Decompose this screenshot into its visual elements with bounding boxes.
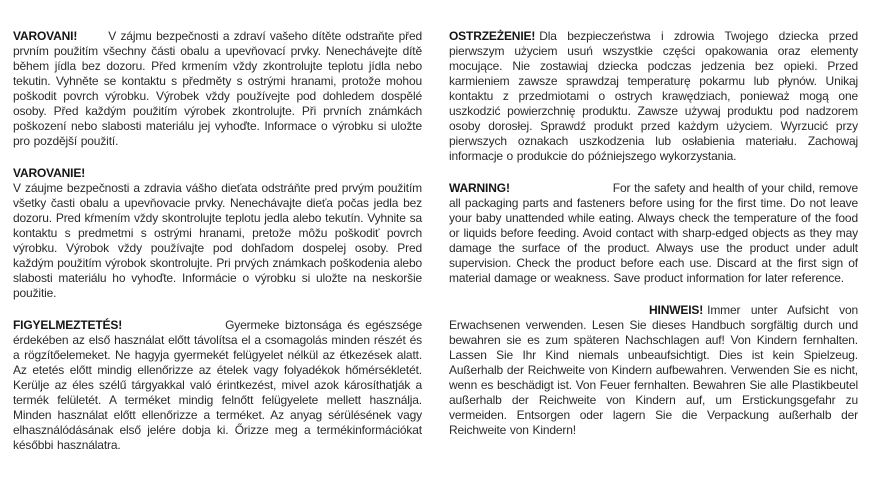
warning-paragraph-german [449, 303, 858, 438]
warning-paragraph-czech [13, 29, 422, 149]
warning-paragraph-hungarian [13, 318, 422, 453]
warning-heading-hungarian: FIGYELMEZTETÉS! [13, 318, 123, 332]
warning-body-polish: Dla bezpieczeństwa i zdrowia Twojego dziecka przed pierwszym użyciem usuń wszystkie części opakowania oraz elementy mocujące. Nie zostawiaj dziecka podczas jedzenia bez opieki. Przed karmieniem zawsze sprawdzaj temperaturę pokarmu lub płynów. Unikaj kontaktu z przedmiotami o ostrych krawędziach, ponieważ mogą one uszkodzić powierzchnię produktu. Zawsze używaj produktu pod nadzorem osoby dorosłej. Sprawdź produkt przed każdym użyciem. Wyrzucić przy pierwszych oznakach uszkodzenia lub osłabienia materiału. Zachowaj informacje o produkcie do późniejszego wykorzystania. [449, 29, 858, 163]
warning-body-german: Immer unter Aufsicht von Erwachsenen verwenden. Lesen Sie dieses Handbuch sorgfältig durch und bewahren sie es zum späteren Nachschlagen auf! Von Kindern fernhalten. Lassen Sie Ihr Kind niemals unbeaufsichtigt. Dies ist kein Spielzeug. Außerhalb der Reichweite von Kindern aufbewahren. Verwenden Sie es nicht, wenn es beschädigt ist. Von Feuer fernhalten. Bewahren Sie alle Plastikbeutel außerhalb der Reichweite von Kindern auf, um Erstickungsgefahr zu vermeiden. Entsorgen oder lagern Sie die Verpackung außerhalb der Reichweite von Kindern! [449, 303, 858, 437]
warning-heading-english: WARNING! [449, 181, 510, 195]
warning-body-czech: V zájmu bezpečnosti a zdraví vašeho dítěte odstraňte před prvním použitím všechny části obalu a upevňovací prvky. Nenechávejte dítě během jídla bez dozoru. Před krmením vždy zkontrolujte teplotu jídla nebo tekutin. Vyhněte se kontaktu s předměty s ostrými hranami, protože mohou poškodit povrch výrobku. Výrobek vždy používejte pod dohledem dospělé osoby. Před každým použitím výrobek zkontrolujte. Při prvních známkách poškození nebo slabosti materiálu jej vyhoďte. Informace o výrobku si uložte pro pozdější použití. [13, 29, 422, 148]
warning-paragraph-slovak [13, 166, 422, 301]
heading-gap [122, 328, 225, 329]
heading-gap [77, 39, 108, 40]
warning-heading-czech: VAROVANI! [13, 29, 78, 43]
warning-body-slovak: V záujme bezpečnosti a zdravia vášho dieťata odstráňte pred prvým použitím všetky časti obalu a upevňovacie prvky. Nenechávajte dieťa počas jedla bez dozoru. Pred kŕmením vždy skontrolujte teplotu jedla alebo tekutín. Vyhnite sa kontaktu s predmetmi s ostrými hranami, pretože môžu poškodiť povrch výrobku. Výrobok vždy používajte pod dohľadom dospelej osoby. Pred každým použitím výrobok skontrolujte. Pri prvých známkach poškodenia alebo slabosti materiálu ho vyhoďte. Informácie o výrobku si uložte na neskoršie použitie. [13, 181, 422, 300]
warning-paragraph-english [449, 181, 858, 286]
warning-heading-polish: OSTRZEŻENIE! [449, 29, 536, 43]
warning-body-english: For the safety and health of your child, remove all packaging parts and fasteners before using for the first time. Do not leave your baby unattended while eating. Always check the temperature of the food or liquids before feeding. Avoid contact with sharp-edged objects as they may damage the surface of the product. Always use the product under adult supervision. Check the product before each use. Discard at the first sign of material damage or weakness. Save product information for later reference. [449, 181, 858, 285]
warning-paragraph-polish [449, 29, 858, 164]
column-right [449, 29, 858, 494]
warning-heading-slovak: VAROVANIE! [13, 166, 86, 180]
heading-gap [510, 191, 613, 192]
warning-heading-german: HINWEIS! [649, 303, 704, 317]
warning-body-hungarian: Gyermeke biztonsága és egészsége érdekében az első használat előtt távolítsa el a csomagolás minden részét és a rögzítőelemeket. Ne hagyja gyermekét felügyelet nélkül az étkezések alatt. Az etetés előtt mindig ellenőrizze az ételek vagy folyadékok hőmérsékletét. Kerülje az éles szélű tárgyakkal való érintkezést, mivel azok károsíthatják a termék felületét. A terméket mindig felnőtt felügyelete mellett használja. Minden használat előtt ellenőrizze a terméket. Az anyag sérülésének vagy elhasználódásának első jelére dobja ki. Őrizze meg a termékinformációkat későbbi használatra. [13, 318, 422, 452]
column-left [13, 29, 422, 494]
